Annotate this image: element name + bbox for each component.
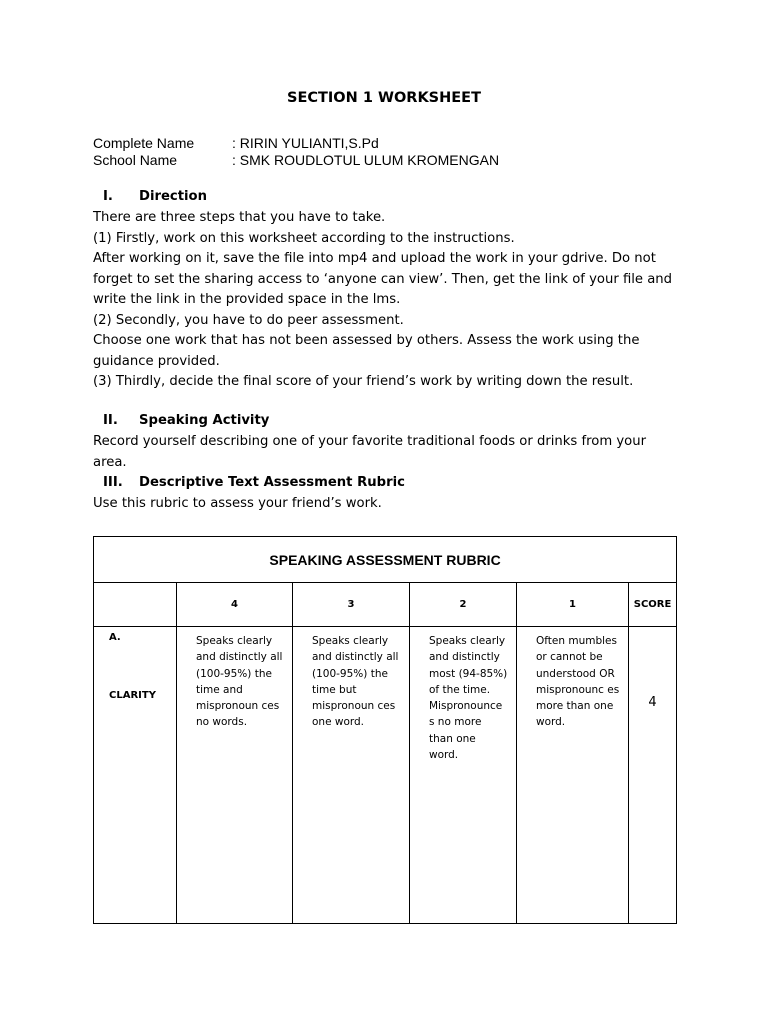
rubric-header-criterion bbox=[94, 583, 177, 627]
complete-name-label: Complete Name bbox=[93, 135, 195, 151]
rubric-header-row bbox=[94, 583, 677, 627]
level-1-description: Often mumbles or cannot be understood OR mispronounc es more than one word. bbox=[517, 627, 629, 924]
section-heading-text: Direction bbox=[139, 189, 208, 204]
school-name-label: School Name bbox=[93, 152, 178, 168]
section-number: II. bbox=[103, 413, 118, 428]
rubric-header-level-4: 4 bbox=[177, 583, 293, 627]
section-rubric-heading bbox=[103, 475, 405, 490]
level-2-description: Speaks clearly and distinctly most (94-85%) of the time. Mispronounce s no more than one word. bbox=[410, 627, 517, 924]
complete-name-value: : RIRIN YULIANTI,S.Pd bbox=[232, 135, 379, 151]
speaking-line: Record yourself describing one of your favorite traditional foods or drinks from your area. bbox=[93, 434, 647, 470]
page-title: SECTION 1 WORKSHEET bbox=[287, 90, 481, 106]
criterion-cell bbox=[94, 627, 177, 924]
criterion-name: CLARITY bbox=[109, 690, 156, 701]
rubric-header-score: SCORE bbox=[629, 583, 677, 627]
rubric-intro-line: Use this rubric to assess your friend’s work. bbox=[93, 496, 382, 511]
direction-line: (1) Firstly, work on this worksheet according to the instructions. bbox=[93, 230, 515, 246]
score-value: 4 bbox=[629, 627, 677, 924]
rubric-header-level-3: 3 bbox=[293, 583, 410, 627]
rubric-title: SPEAKING ASSESSMENT RUBRIC bbox=[94, 537, 677, 583]
section-direction-heading bbox=[103, 189, 207, 204]
level-4-description: Speaks clearly and distinctly all (100-95%) the time and mispronoun ces no words. bbox=[177, 627, 293, 924]
criterion-letter: A. bbox=[109, 632, 121, 643]
level-3-description: Speaks clearly and distinctly all (100-95%) the time but mispronoun ces one word. bbox=[293, 627, 410, 924]
rubric-header-level-1: 1 bbox=[517, 583, 629, 627]
speaking-rubric-table bbox=[93, 536, 677, 924]
direction-line: (2) Secondly, you have to do peer assessment. bbox=[93, 312, 404, 328]
rubric-header-level-2: 2 bbox=[410, 583, 517, 627]
section-heading-text: Speaking Activity bbox=[139, 413, 270, 428]
section-number: III. bbox=[103, 475, 123, 490]
section-number: I. bbox=[103, 189, 113, 204]
rubric-intro-body bbox=[93, 494, 678, 515]
direction-line: (3) Thirdly, decide the final score of your friend’s work by writing down the result. bbox=[93, 374, 634, 389]
direction-body bbox=[93, 208, 678, 393]
table-row bbox=[94, 627, 677, 924]
school-name-value: : SMK ROUDLOTUL ULUM KROMENGAN bbox=[232, 152, 500, 168]
section-heading-text: Descriptive Text Assessment Rubric bbox=[139, 475, 405, 490]
section-speaking-heading bbox=[103, 413, 269, 428]
direction-line: There are three steps that you have to take. bbox=[93, 210, 386, 225]
direction-line: Choose one work that has not been assessed by others. Assess the work using the guidance provided. bbox=[93, 333, 640, 369]
direction-line: After working on it, save the file into mp4 and upload the work in your gdrive. Do not forget to set the sharing access to ‘anyone can view’. Then, get the link of your file and write the link in the provided space in the lms. bbox=[93, 251, 673, 307]
speaking-body bbox=[93, 432, 678, 473]
